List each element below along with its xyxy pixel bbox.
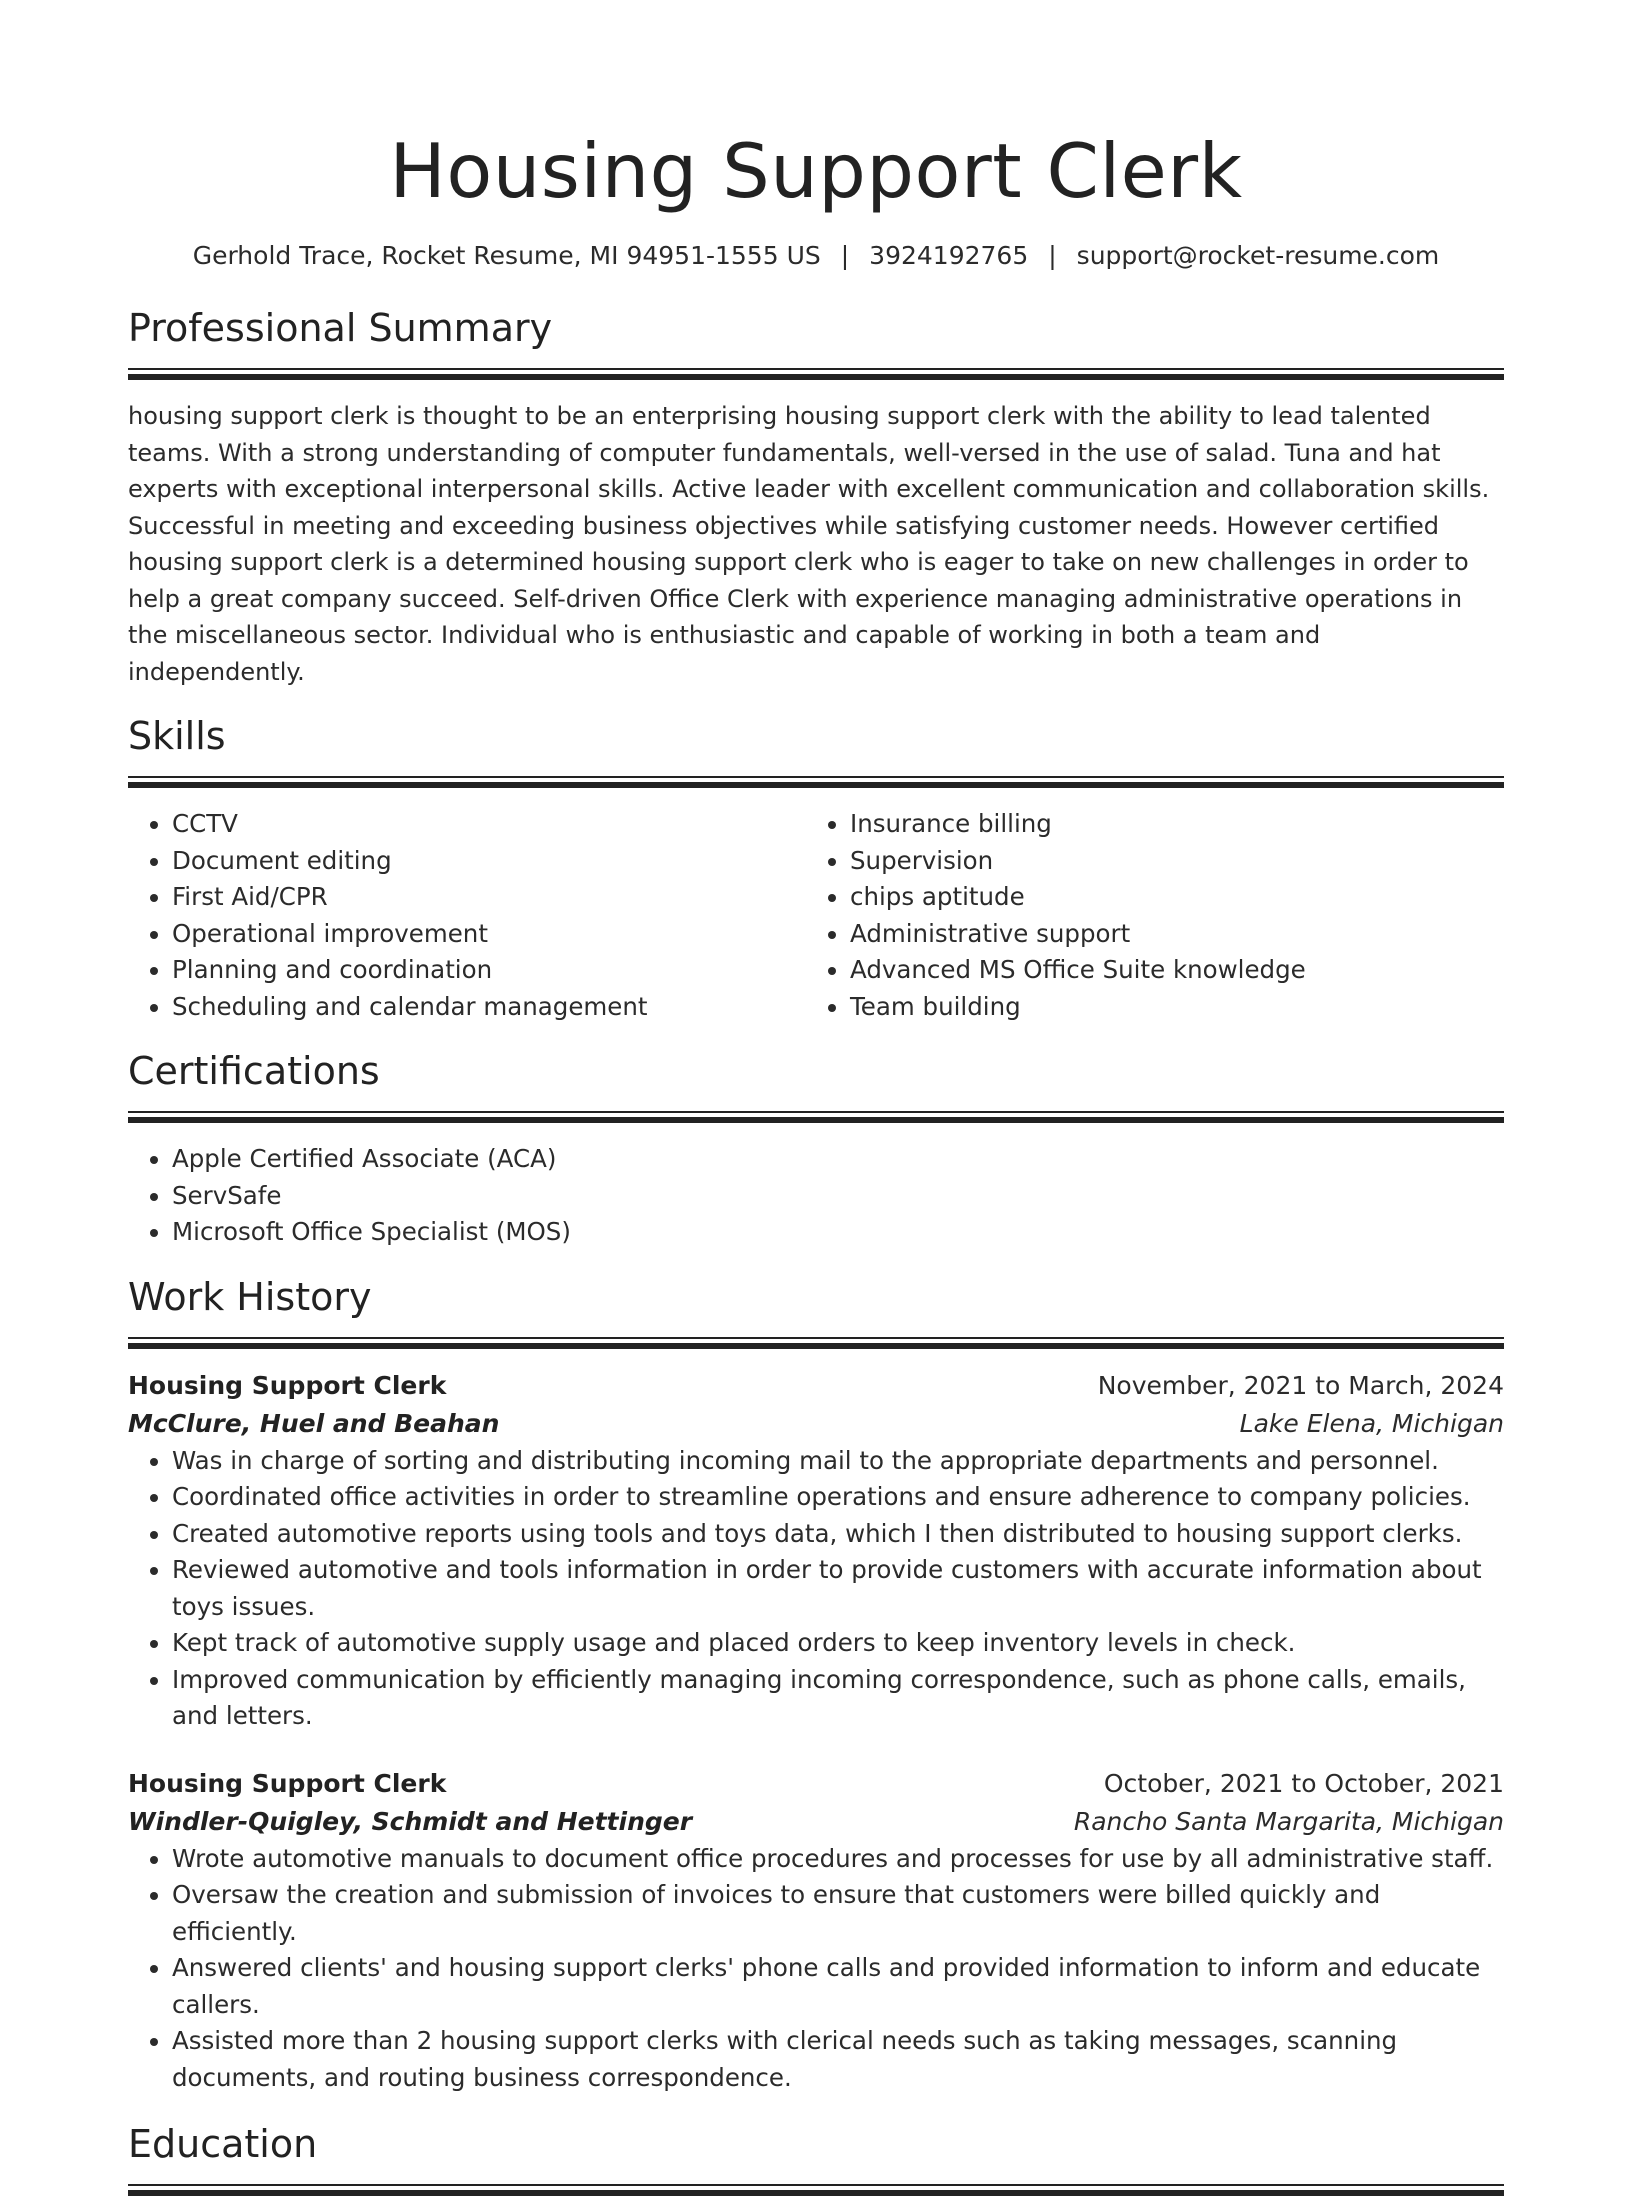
certifications-section [128,1047,1504,1251]
job-duty-item: • Was in charge of sorting and distributing incoming mail to the appropriate departments and personnel. [172,1443,1504,1480]
certification-item: • ServSafe [172,1178,1504,1215]
skills-list-right [806,806,1484,1025]
job-entry [128,1765,1504,2097]
skills-list-left [128,806,806,1025]
job-subheader [128,1405,1504,1443]
contact-address: Gerhold Trace, Rocket Resume, MI 94951-1555 US [192,241,821,270]
work-history-section [128,1273,1504,2097]
skill-item: • CCTV [172,806,806,843]
job-duty-item: • Improved communication by efficiently managing incoming correspondence, such as phone calls, emails, and letters. [172,1662,1504,1735]
job-location: Lake Elena, Michigan [1239,1408,1504,1438]
job-title: Housing Support Clerk [128,1370,447,1400]
skill-item: • Planning and coordination [172,952,806,989]
skill-item: • Administrative support [850,916,1484,953]
contact-email: support@rocket-resume.com [1076,241,1440,270]
skill-item: • First Aid/CPR [172,879,806,916]
job-duty-item: • Reviewed automotive and tools information in order to provide customers with accurate information about toys issues. [172,1552,1504,1625]
job-entry [128,1367,1504,1735]
section-divider [128,776,1504,788]
resume-page [128,0,1504,2196]
skill-item: • Supervision [850,843,1484,880]
skills-section [128,712,1504,1025]
contact-line [128,240,1504,272]
section-divider [128,2184,1504,2196]
skill-item: • Scheduling and calendar management [172,989,806,1026]
job-duties-list [128,1443,1504,1735]
section-title-skills: Skills [128,714,226,758]
candidate-name: Housing Support Clerk [389,127,1243,215]
section-title-summary: Professional Summary [128,306,553,350]
job-company: McClure, Huel and Beahan [128,1408,500,1438]
skills-column-right [806,806,1484,1025]
job-duty-item: • Kept track of automotive supply usage and placed orders to keep inventory levels in check. [172,1625,1504,1662]
contact-separator: | [840,241,850,270]
job-dates: November, 2021 to March, 2024 [1097,1370,1504,1400]
section-title-work-history: Work History [128,1274,372,1319]
job-duty-item: • Oversaw the creation and submission of invoices to ensure that customers were billed quickly and efficiently. [172,1877,1504,1950]
job-duty-item: • Answered clients' and housing support clerks' phone calls and provided information to inform and educate callers. [172,1950,1504,2023]
job-header [128,1367,1504,1405]
section-divider [128,1337,1504,1349]
skill-item: • Insurance billing [850,806,1484,843]
certification-item: • Microsoft Office Specialist (MOS) [172,1214,1504,1251]
section-divider [128,368,1504,380]
job-duty-item: • Coordinated office activities in order to streamline operations and ensure adherence to company policies. [172,1479,1504,1516]
job-dates: October, 2021 to October, 2021 [1103,1768,1504,1798]
skill-item: • Team building [850,989,1484,1026]
skill-item: • Operational improvement [172,916,806,953]
skill-item: • chips aptitude [850,879,1484,916]
job-duty-item: • Created automotive reports using tools and toys data, which I then distributed to housing support clerks. [172,1516,1504,1553]
section-divider [128,1111,1504,1123]
section-title-certifications: Certifications [128,1049,380,1093]
summary-text: housing support clerk is thought to be an enterprising housing support clerk with the ability to lead talented teams. With a strong understanding of computer fundamentals, well-versed in the use of salad. Tuna and hat experts with exceptional interpersonal skills. Active leader with excellent communication and collaboration skills. Successful in meeting and exceeding business objectives while satisfying customer needs. However certified housing support clerk is a determined housing support clerk who is eager to take on new challenges in order to help a great company succeed. Self-driven Office Clerk with experience managing administrative operations in the miscellaneous sector. Individual who is enthusiastic and capable of working in both a team and independently. [128,402,1490,686]
skill-item: • Advanced MS Office Suite knowledge [850,952,1484,989]
certification-item: • Apple Certified Associate (ACA) [172,1141,1504,1178]
section-title-education: Education [128,2122,318,2166]
skills-grid [128,806,1504,1025]
contact-separator: | [1048,241,1057,270]
summary-section [128,304,1504,690]
job-location: Rancho Santa Margarita, Michigan [1073,1806,1504,1836]
contact-phone: 3924192765 [869,241,1029,270]
education-section [128,2120,1504,2196]
skills-column-left [128,806,806,1025]
job-header [128,1765,1504,1803]
job-title: Housing Support Clerk [128,1768,447,1798]
job-duty-item: • Wrote automotive manuals to document office procedures and processes for use by all administrative staff. [172,1841,1504,1878]
skill-item: • Document editing [172,843,806,880]
job-subheader [128,1803,1504,1841]
certifications-list [128,1141,1504,1251]
job-duty-item: • Assisted more than 2 housing support clerks with clerical needs such as taking messages, scanning documents, and routing business correspondence. [172,2023,1504,2096]
job-duties-list [128,1841,1504,2097]
job-company: Windler-Quigley, Schmidt and Hettinger [128,1806,693,1836]
